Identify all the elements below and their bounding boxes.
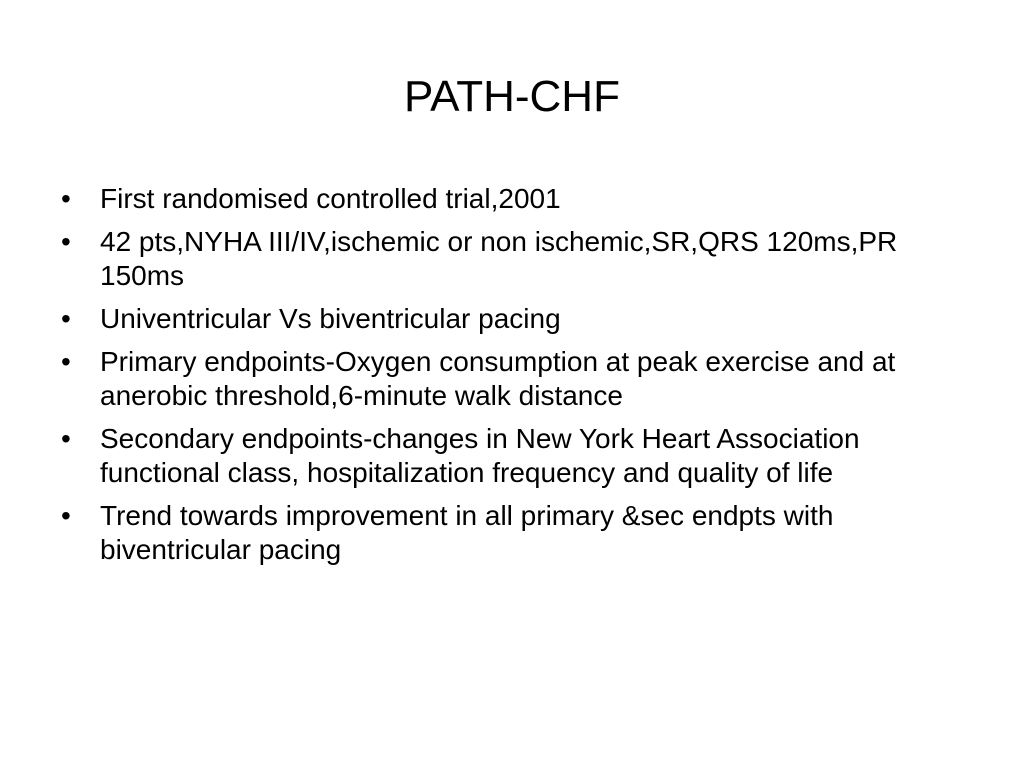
bullet-dot-icon: •	[61, 183, 71, 214]
bullet-item	[56, 225, 986, 293]
bullet-dot-icon: •	[61, 303, 71, 334]
slide-title: PATH-CHF	[404, 72, 620, 121]
bullet-item	[56, 182, 986, 216]
bullet-item	[56, 302, 986, 336]
bullet-text: First randomised controlled trial,2001	[100, 183, 561, 214]
bullet-text: Univentricular Vs biventricular pacing	[100, 303, 561, 334]
bullet-text: Trend towards improvement in all primary &sec endpts with biventricular pacing	[100, 500, 834, 565]
bullet-text: Secondary endpoints-changes in New York Heart Association functional class, hospitalization frequency and quality of life	[100, 423, 860, 488]
bullet-text: Primary endpoints-Oxygen consumption at peak exercise and at anerobic threshold,6-minute walk distance	[100, 346, 896, 411]
bullet-dot-icon: •	[61, 226, 71, 257]
bullet-dot-icon: •	[61, 346, 71, 377]
bullet-dot-icon: •	[61, 500, 71, 531]
bullet-text: 42 pts,NYHA III/IV,ischemic or non ischemic,SR,QRS 120ms,PR 150ms	[100, 226, 898, 291]
bullet-item	[56, 345, 986, 413]
bullet-item	[56, 499, 986, 567]
bullet-list	[56, 182, 986, 576]
bullet-dot-icon: •	[61, 423, 71, 454]
bullet-item	[56, 422, 986, 490]
